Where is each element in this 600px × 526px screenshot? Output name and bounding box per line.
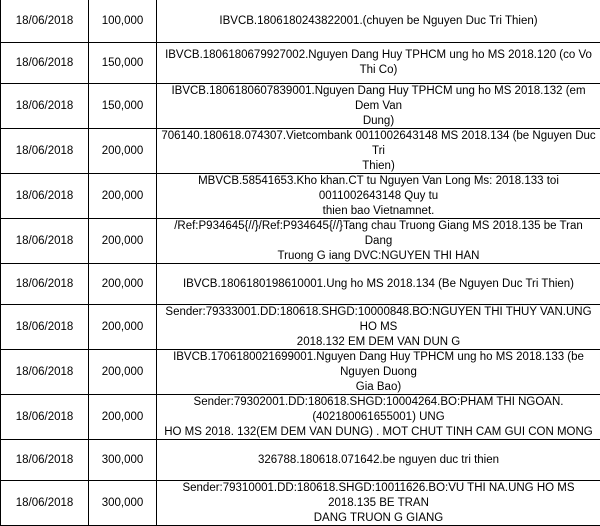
table-row bbox=[1, 264, 600, 305]
date-cell: 18/06/2018 bbox=[1, 305, 89, 350]
amount-cell: 300,000 bbox=[89, 481, 157, 526]
table-row bbox=[1, 305, 600, 350]
table-row bbox=[1, 350, 600, 395]
date-cell: 18/06/2018 bbox=[1, 43, 89, 84]
table-row bbox=[1, 43, 600, 84]
date-cell: 18/06/2018 bbox=[1, 481, 89, 526]
description-text: Sender:79333001.DD:180618.SHGD:10000848.BO:NGUYEN THI THUY VAN.UNG HO MS 2018.132 EM DEM VAN DUN G bbox=[159, 305, 598, 349]
amount-cell: 200,000 bbox=[89, 264, 157, 305]
table-row bbox=[1, 395, 600, 440]
table-row bbox=[1, 440, 600, 481]
ledger-body bbox=[1, 0, 600, 526]
amount-cell: 150,000 bbox=[89, 43, 157, 84]
amount-cell: 200,000 bbox=[89, 350, 157, 395]
description-cell bbox=[157, 0, 600, 43]
amount-cell: 200,000 bbox=[89, 129, 157, 174]
description-cell bbox=[157, 395, 600, 440]
amount-cell: 200,000 bbox=[89, 305, 157, 350]
amount-cell: 100,000 bbox=[89, 0, 157, 43]
description-cell bbox=[157, 305, 600, 350]
description-text: 326788.180618.071642.be nguyen duc tri thien bbox=[159, 453, 598, 468]
description-text: IBVCB.1806180679927002.Nguyen Dang Huy TPHCM ung ho MS 2018.120 (co Vo Thi Co) bbox=[159, 48, 598, 78]
amount-cell: 200,000 bbox=[89, 395, 157, 440]
description-text: MBVCB.58541653.Kho khan.CT tu Nguyen Van Long Ms: 2018.133 toi 0011002643148 Quy tu thien bao Vietnamnet. bbox=[159, 174, 598, 218]
date-cell: 18/06/2018 bbox=[1, 264, 89, 305]
table-row bbox=[1, 481, 600, 526]
date-cell: 18/06/2018 bbox=[1, 395, 89, 440]
amount-cell: 200,000 bbox=[89, 219, 157, 264]
description-text: /Ref:P934645{//}/Ref:P934645{//}Tang chau Truong Giang MS 2018.135 be Tran Dang Truong G iang DVC:NGUYEN THI HAN bbox=[159, 219, 598, 263]
date-cell: 18/06/2018 bbox=[1, 219, 89, 264]
description-text: Sender:79310001.DD:180618.SHGD:10011626.BO:VU THI NA.UNG HO MS 2018.135 BE TRAN DANG TRUON G GIANG bbox=[159, 481, 598, 525]
description-text: IBVCB.1706180021699001.Nguyen Dang Huy TPHCM ung ho MS 2018.133 (be Nguyen Duong Gia Bao) bbox=[159, 350, 598, 394]
description-cell bbox=[157, 219, 600, 264]
description-cell bbox=[157, 350, 600, 395]
table-row bbox=[1, 0, 600, 43]
amount-cell: 300,000 bbox=[89, 440, 157, 481]
date-cell: 18/06/2018 bbox=[1, 440, 89, 481]
date-cell: 18/06/2018 bbox=[1, 350, 89, 395]
description-cell bbox=[157, 481, 600, 526]
description-text: Sender:79302001.DD:180618.SHGD:10004264.BO:PHAM THI NGOAN.(402180061655001) UNG HO MS 2018. 132(EM DEM VAN DUNG) . MOT CHUT TINH CAM GUI CON MONG bbox=[159, 395, 598, 439]
date-cell: 18/06/2018 bbox=[1, 0, 89, 43]
description-cell bbox=[157, 440, 600, 481]
date-cell: 18/06/2018 bbox=[1, 84, 89, 129]
description-text: IBVCB.1806180198610001.Ung ho MS 2018.134 (Be Nguyen Duc Tri Thien) bbox=[159, 277, 598, 292]
description-cell bbox=[157, 174, 600, 219]
description-cell bbox=[157, 84, 600, 129]
date-cell: 18/06/2018 bbox=[1, 174, 89, 219]
date-cell: 18/06/2018 bbox=[1, 129, 89, 174]
description-cell bbox=[157, 264, 600, 305]
table-row bbox=[1, 174, 600, 219]
table-row bbox=[1, 219, 600, 264]
description-text: IBVCB.1806180243822001.(chuyen be Nguyen Duc Tri Thien) bbox=[159, 14, 598, 29]
table-row bbox=[1, 84, 600, 129]
description-text: 706140.180618.074307.Vietcombank 0011002643148 MS 2018.134 (be Nguyen Duc Tri Thien) bbox=[159, 129, 598, 173]
description-cell bbox=[157, 129, 600, 174]
table-row bbox=[1, 129, 600, 174]
amount-cell: 150,000 bbox=[89, 84, 157, 129]
amount-cell: 200,000 bbox=[89, 174, 157, 219]
description-cell bbox=[157, 43, 600, 84]
description-text: IBVCB.1806180607839001.Nguyen Dang Huy TPHCM ung ho MS 2018.132 (em Dem Van Dung) bbox=[159, 84, 598, 128]
